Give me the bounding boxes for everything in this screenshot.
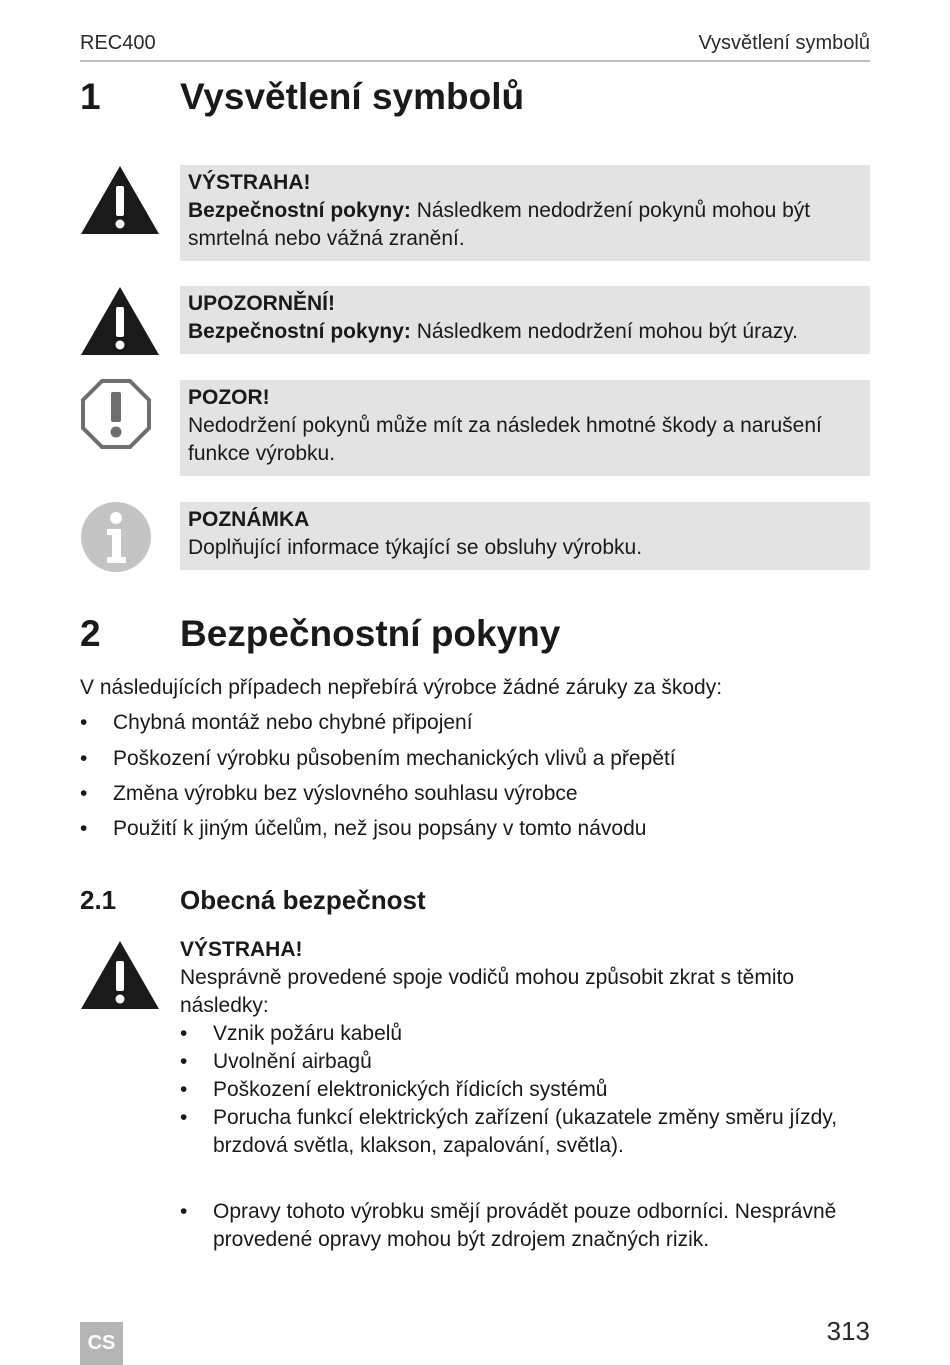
bullet: • <box>180 1106 188 1129</box>
list-item <box>180 1048 870 1076</box>
bullet: • <box>80 711 88 734</box>
notice-text: Nedodržení pokynů může mít za následek hmotné škody a narušení <box>188 414 822 437</box>
bullet: • <box>80 782 88 805</box>
warning-text: následky: <box>180 994 269 1017</box>
section-1-heading <box>80 76 870 120</box>
notice-text: Doplňující informace týkající se obsluhy výrobku. <box>188 536 643 559</box>
notice-attention <box>180 380 870 476</box>
warning-label: VÝSTRAHA! <box>180 938 303 961</box>
notice-text: Následkem nedodržení mohou být úrazy. <box>410 320 799 343</box>
bullet: • <box>180 1200 188 1223</box>
section-2-1-heading <box>80 885 870 919</box>
warning-triangle-icon <box>80 164 160 236</box>
list-item <box>80 780 870 808</box>
notice-note <box>180 502 870 570</box>
list-item-text: Porucha funkcí elektrických zařízení (ukazatele změny směru jízdy, <box>213 1106 838 1129</box>
attention-octagon-icon <box>80 378 152 450</box>
bullet: • <box>180 1050 188 1073</box>
list-item-text: Uvolnění airbagů <box>213 1050 372 1073</box>
section-2-intro: V následujících případech nepřebírá výrobce žádné záruky za škody: <box>80 676 723 699</box>
list-item-text: Chybná montáž nebo chybné připojení <box>113 711 473 734</box>
notice-label: UPOZORNĚNÍ! <box>188 292 335 315</box>
warning-triangle-icon <box>80 939 160 1011</box>
section-number: 2 <box>80 613 101 654</box>
section-title: Obecná bezpečnost <box>180 885 426 915</box>
bullet: • <box>80 747 88 770</box>
info-icon <box>80 501 152 573</box>
list-item-text: Vznik požáru kabelů <box>213 1022 403 1045</box>
general-safety-warning <box>180 936 870 1160</box>
repair-note <box>180 1198 870 1254</box>
section-number: 2.1 <box>80 885 117 915</box>
notice-text: Následkem nedodržení pokynů mohou být <box>410 199 811 222</box>
list-item <box>180 1076 870 1104</box>
list-item <box>180 1020 870 1048</box>
warning-text: Nesprávně provedené spoje vodičů mohou způsobit zkrat s těmito <box>180 966 795 989</box>
list-item <box>80 709 870 737</box>
notice-label: VÝSTRAHA! <box>188 171 311 194</box>
list-item-text: Poškození elektronických řídicích systémů <box>213 1078 608 1101</box>
section-number: 1 <box>80 76 101 117</box>
list-item-text: Opravy tohoto výrobku smějí provádět pouze odborníci. Nesprávně <box>213 1200 837 1223</box>
header-product: REC400 <box>80 32 156 54</box>
notice-caution <box>180 286 870 354</box>
language-badge: CS <box>80 1322 123 1365</box>
section-title: Vysvětlení symbolů <box>180 76 525 117</box>
section-title: Bezpečnostní pokyny <box>180 613 561 654</box>
section-2-heading <box>80 613 870 657</box>
notice-label: POZOR! <box>188 386 270 409</box>
notice-text: funkce výrobku. <box>188 442 336 465</box>
header-rule <box>80 60 870 62</box>
list-item <box>180 1198 870 1226</box>
bullet: • <box>80 817 88 840</box>
list-item-text: brzdová světla, klakson, zapalování, světla). <box>213 1134 624 1157</box>
list-item-continuation <box>180 1226 870 1254</box>
notice-text: smrtelná nebo vážná zranění. <box>188 227 465 250</box>
notice-bold-prefix: Bezpečnostní pokyny: <box>188 199 411 222</box>
notice-warning <box>180 165 870 261</box>
bullet: • <box>180 1078 188 1101</box>
header-section: Vysvětlení symbolů <box>698 32 870 54</box>
page-number: 313 <box>826 1316 870 1346</box>
list-item <box>80 745 870 773</box>
notice-bold-prefix: Bezpečnostní pokyny: <box>188 320 411 343</box>
caution-triangle-icon <box>80 285 160 357</box>
list-item-text: Změna výrobku bez výslovného souhlasu výrobce <box>113 782 578 805</box>
notice-label: POZNÁMKA <box>188 508 310 531</box>
list-item <box>180 1104 870 1132</box>
bullet: • <box>180 1022 188 1045</box>
list-item-continuation <box>180 1132 870 1160</box>
list-item <box>80 815 870 843</box>
list-item-text: Použití k jiným účelům, než jsou popsány v tomto návodu <box>113 817 647 840</box>
list-item-text: provedené opravy mohou být zdrojem značných rizik. <box>213 1228 710 1251</box>
list-item-text: Poškození výrobku působením mechanických vlivů a přepětí <box>113 747 676 770</box>
